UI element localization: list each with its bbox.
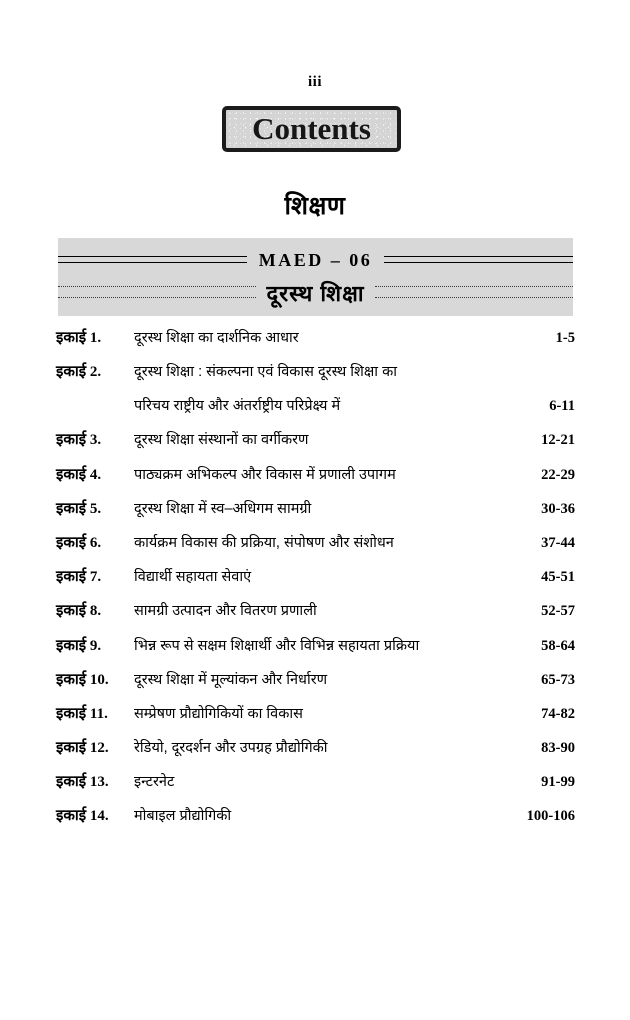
toc-unit-number: 1.	[86, 330, 102, 346]
toc-unit-word: इकाई	[56, 431, 87, 449]
toc-unit-number: 5.	[86, 500, 102, 517]
folio-number: iii	[307, 74, 322, 90]
toc-unit-label	[56, 429, 134, 449]
toc-page-range: 91-99	[541, 774, 575, 791]
toc-unit-label	[56, 669, 134, 689]
toc-unit-label	[56, 600, 134, 620]
toc-entry-title[interactable]	[134, 498, 509, 518]
toc-unit-word: इकाई	[56, 363, 87, 381]
toc-unit-number: 3.	[86, 432, 102, 449]
toc-unit-label	[56, 464, 134, 484]
toc-row[interactable]	[56, 498, 575, 518]
toc-title-line: दूरस्थ शिक्षा का दार्शनिक आधार	[134, 330, 299, 346]
dotted-rule-left	[58, 282, 256, 304]
toc-unit-number: 4.	[86, 466, 102, 483]
toc-row[interactable]	[56, 600, 575, 620]
course-code-row	[58, 246, 573, 274]
toc-row[interactable]	[56, 327, 575, 347]
toc-unit-word: इकाई	[56, 773, 87, 791]
toc-unit-label	[56, 737, 134, 757]
toc-row[interactable]	[56, 566, 575, 586]
toc-entry-title[interactable]	[134, 669, 509, 689]
toc-row[interactable]	[56, 805, 575, 825]
toc-page-range: 58-64	[541, 637, 575, 654]
toc-title-line: दूरस्थ शिक्षा में मूल्यांकन और निर्धारण	[134, 671, 328, 688]
table-of-contents	[56, 327, 575, 840]
contents-title-box	[222, 106, 401, 152]
toc-entry-title[interactable]	[134, 805, 509, 825]
toc-unit-word: इकाई	[56, 636, 87, 654]
toc-unit-word: इकाई	[56, 739, 87, 757]
toc-page-range: 65-73	[541, 671, 575, 688]
toc-unit-number: 8.	[86, 603, 102, 620]
toc-row[interactable]	[56, 635, 575, 655]
dotted-rule-right	[375, 282, 573, 304]
toc-entry-title[interactable]	[134, 600, 509, 620]
subject-heading: शिक्षण	[284, 192, 346, 220]
toc-entry-title[interactable]	[134, 635, 509, 655]
toc-title-line: विद्यार्थी सहायता सेवाएं	[134, 569, 252, 586]
toc-page-range: 1-5	[555, 330, 575, 346]
toc-page-range: 22-29	[541, 466, 575, 483]
toc-row[interactable]	[56, 429, 575, 449]
toc-row[interactable]	[56, 532, 575, 552]
toc-title-line: सम्प्रेषण प्रौद्योगिकियों का विकास	[134, 705, 303, 722]
toc-unit-number: 9.	[86, 637, 102, 654]
toc-unit-word: इकाई	[56, 533, 87, 551]
toc-row[interactable]	[56, 771, 575, 791]
toc-title-line: रेडियो, दूरदर्शन और उपग्रह प्रौद्योगिकी	[134, 740, 328, 757]
double-rule-left	[58, 255, 247, 265]
toc-unit-word: इकाई	[56, 329, 87, 346]
toc-entry-title[interactable]	[134, 703, 509, 723]
toc-page-range: 37-44	[541, 534, 575, 551]
toc-unit-label	[56, 361, 134, 381]
toc-entry-title[interactable]	[134, 737, 509, 757]
toc-unit-label	[56, 327, 134, 347]
toc-unit-label	[56, 771, 134, 791]
toc-unit-label	[56, 635, 134, 655]
toc-unit-word: इकाई	[56, 807, 87, 825]
toc-page-range: 74-82	[541, 705, 575, 722]
toc-unit-label	[56, 532, 134, 552]
toc-row[interactable]	[56, 669, 575, 689]
toc-row[interactable]	[56, 464, 575, 484]
toc-unit-word: इकाई	[56, 499, 87, 517]
course-title-label: दूरस्थ शिक्षा	[266, 281, 365, 306]
toc-row[interactable]	[56, 737, 575, 757]
toc-unit-word: इकाई	[56, 670, 87, 688]
toc-page-range: 100-106	[526, 808, 575, 825]
toc-title-line: कार्यक्रम विकास की प्रक्रिया, संपोषण और संशोधन	[134, 534, 394, 551]
toc-title-line: इन्टरनेट	[134, 774, 175, 791]
toc-page-range: 52-57	[541, 603, 575, 620]
toc-row[interactable]	[56, 703, 575, 723]
toc-page-range: 12-21	[541, 432, 575, 449]
toc-title-line: सामग्री उत्पादन और वितरण प्रणाली	[134, 603, 317, 620]
toc-title-line: मोबाइल प्रौद्योगिकी	[134, 808, 232, 825]
course-band	[58, 238, 573, 316]
toc-entry-title[interactable]	[134, 327, 509, 347]
toc-unit-label	[56, 703, 134, 723]
toc-title-line: दूरस्थ शिक्षा : संकल्पना एवं विकास दूरस्थ शिक्षा का	[134, 364, 397, 381]
toc-unit-number: 12.	[86, 740, 109, 757]
toc-row[interactable]	[56, 361, 575, 415]
contents-title-label: Contents	[252, 110, 371, 146]
toc-unit-label	[56, 566, 134, 586]
toc-page-range: 30-36	[541, 500, 575, 517]
toc-title-line: भिन्न रूप से सक्षम शिक्षार्थी और विभिन्न सहायता प्रक्रिया	[134, 637, 420, 654]
toc-title-line: पाठ्यक्रम अभिकल्प और विकास में प्रणाली उपागम	[134, 466, 396, 483]
toc-unit-number: 13.	[86, 774, 109, 791]
toc-unit-word: इकाई	[56, 602, 87, 620]
toc-unit-label	[56, 805, 134, 825]
toc-title-line: परिचय राष्ट्रीय और अंतर्राष्ट्रीय परिप्रेक्ष्य में	[134, 398, 341, 415]
toc-unit-label	[56, 498, 134, 518]
toc-unit-word: इकाई	[56, 465, 87, 483]
toc-unit-number: 14.	[86, 808, 109, 825]
toc-title-line: दूरस्थ शिक्षा में स्व–अधिगम सामग्री	[134, 500, 312, 517]
toc-page-range: 45-51	[541, 569, 575, 586]
double-rule-right	[384, 255, 573, 265]
toc-page-range: 6-11	[549, 398, 575, 415]
course-code-label: MAED – 06	[258, 249, 373, 270]
toc-entry-title[interactable]	[134, 361, 509, 415]
toc-unit-number: 6.	[86, 534, 102, 551]
toc-unit-number: 7.	[86, 569, 102, 586]
toc-entry-title[interactable]	[134, 464, 509, 484]
toc-entry-title[interactable]	[134, 429, 509, 449]
toc-unit-number: 2.	[86, 364, 102, 381]
toc-unit-number: 10.	[86, 671, 109, 688]
toc-entry-title[interactable]	[134, 771, 509, 791]
toc-unit-word: इकाई	[56, 568, 87, 586]
toc-entry-title[interactable]	[134, 566, 509, 586]
toc-unit-word: इकाई	[56, 704, 87, 722]
course-title-row	[58, 276, 573, 310]
toc-title-line: दूरस्थ शिक्षा संस्थानों का वर्गीकरण	[134, 432, 309, 449]
toc-page-range: 83-90	[541, 740, 575, 757]
toc-unit-number: 11.	[86, 705, 108, 722]
toc-entry-title[interactable]	[134, 532, 509, 552]
